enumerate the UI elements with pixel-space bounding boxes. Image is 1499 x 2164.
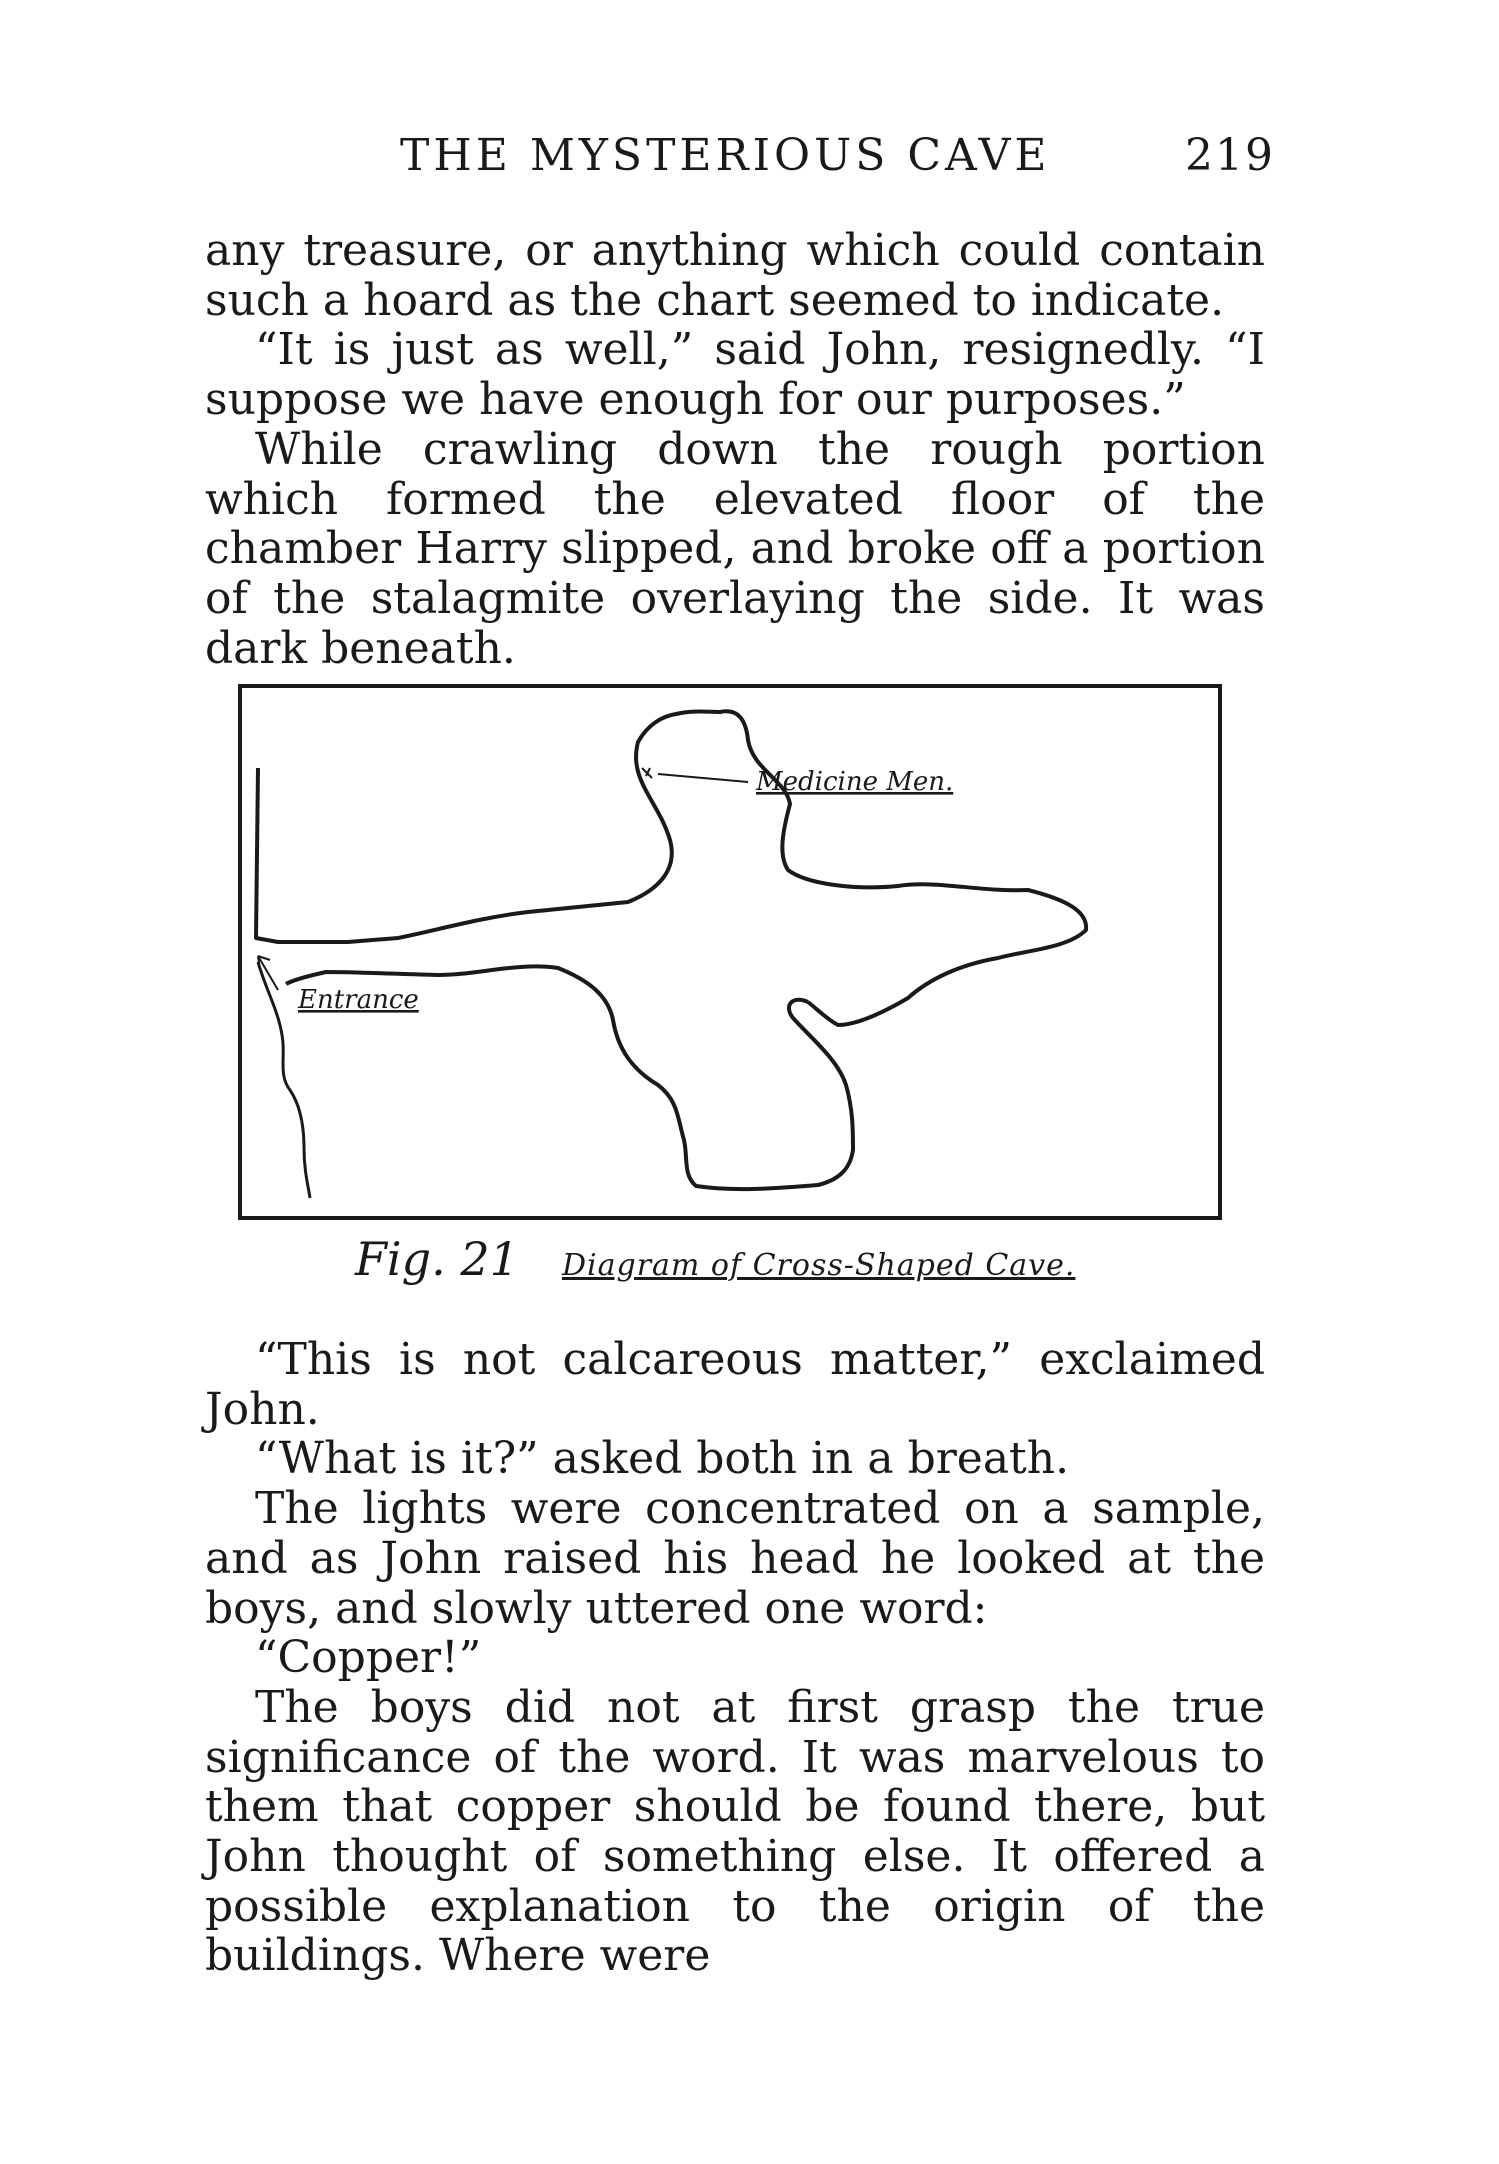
paragraph: The boys did not at first grasp the true significance of the word. It was marvelous to them that copper should be found there, but John thought of something else. It offered a possible explanation to the origin of the buildings. Where were: [205, 1681, 1265, 1982]
paragraph: “This is not calcareous matter,” exclaimed John.: [205, 1334, 1265, 1435]
cave-diagram-figure: [238, 680, 1223, 1220]
paragraph: “What is it?” asked both in a breath.: [255, 1433, 1070, 1485]
medicine-men-pointer: [642, 768, 748, 782]
text-block-bottom: [205, 1335, 1265, 1981]
paragraph: The lights were concentrated on a sample, and as John raised his head he looked at the boys, and slowly uttered one word:: [205, 1483, 1265, 1634]
figure-caption-title: Diagram of Cross-Shaped Cave.: [561, 1248, 1076, 1283]
diagram-frame: [240, 686, 1220, 1218]
label-medicine-men: Medicine Men.: [756, 767, 954, 797]
paragraph: “Copper!”: [255, 1632, 482, 1684]
figure-caption: [355, 1232, 1185, 1286]
paragraph: “It is just as well,” said John, resignedly. “I suppose we have enough for our purposes.”: [205, 324, 1265, 426]
label-entrance: Entrance: [298, 985, 419, 1015]
paragraph: While crawling down the rough portion which formed the elevated floor of the chamber Harry slipped, and broke off a portion of the stalagmite overlaying the side. It was dark beneath.: [205, 423, 1265, 674]
text-block-top: [205, 226, 1265, 673]
paragraph: any treasure, or anything which could contain such a hoard as the chart seemed to indicate.: [205, 225, 1265, 326]
page-number: 219: [1185, 130, 1275, 181]
cave-diagram: [238, 680, 1223, 1220]
running-head-title: THE MYSTERIOUS CAVE: [400, 130, 1051, 181]
figure-caption-label: Fig. 21: [355, 1232, 519, 1286]
cave-outline-upper: [256, 711, 1086, 1025]
